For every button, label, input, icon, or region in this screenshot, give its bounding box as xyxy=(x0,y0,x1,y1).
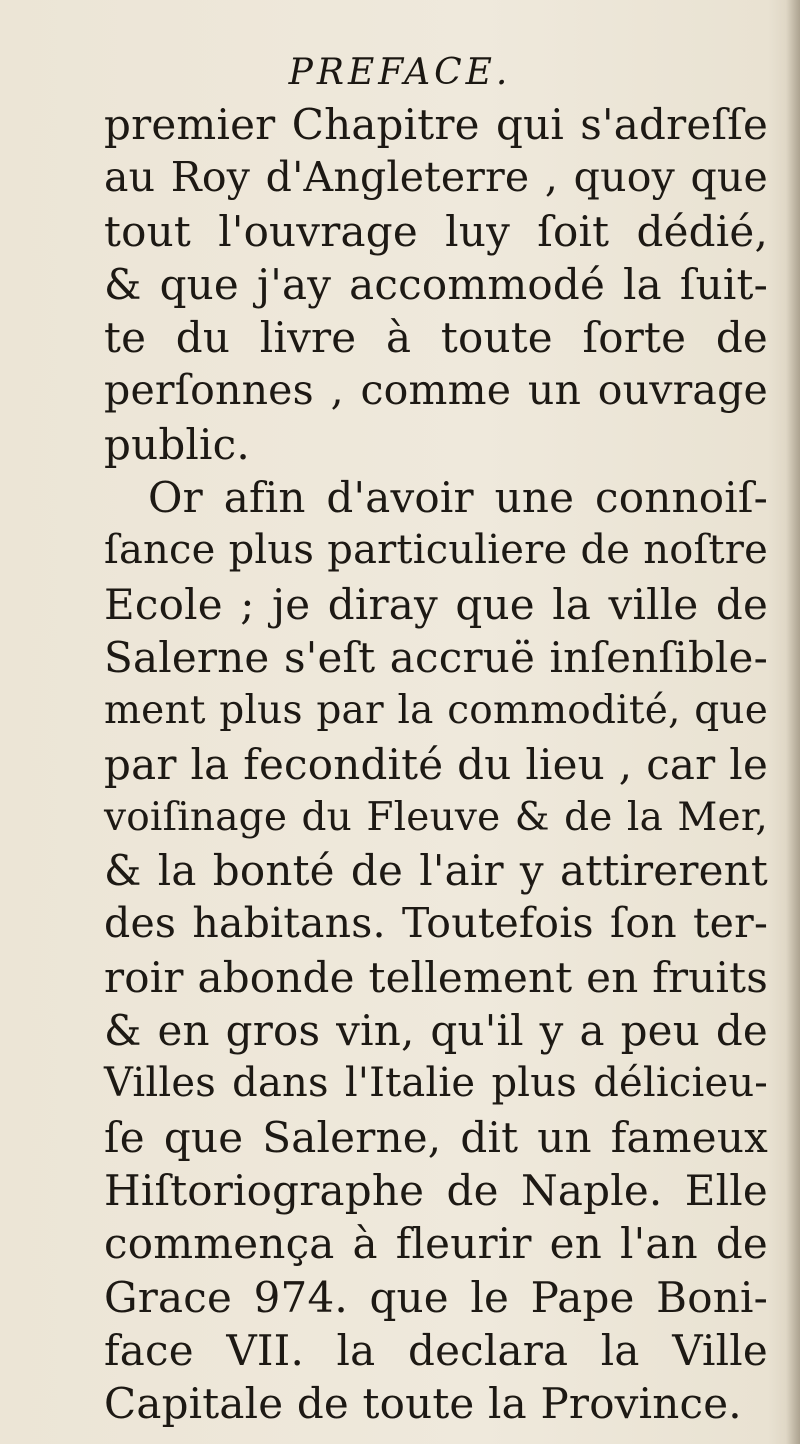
body-text xyxy=(104,98,768,1430)
text-line: ſance plus particuliere de noſtre xyxy=(104,527,768,574)
text-line: voiſinage du Fleuve & de la Mer, xyxy=(104,794,768,840)
text-line: Salerne s'eſt accruë inſenſible- xyxy=(104,632,768,682)
text-line: Or afin d'avoir une connoiſ- xyxy=(148,473,768,523)
running-head: PREFACE. xyxy=(288,52,512,93)
text-line: Grace 974. que le Pape Boni- xyxy=(104,1272,768,1322)
text-line: par la fecondité du lieu , car le xyxy=(104,739,768,789)
text-line: roir abonde tellement en fruits xyxy=(104,952,768,1002)
text-line: Villes dans l'Italie plus délicieu- xyxy=(104,1060,768,1107)
text-line: premier Chapitre qui s'adreſſe xyxy=(104,100,768,149)
text-line: commença à fleurir en l'an de xyxy=(104,1219,768,1269)
text-line: & en gros vin, qu'il y a peu de xyxy=(104,1006,768,1056)
text-line: te du livre à toute ſorte de xyxy=(104,313,768,363)
text-line: public. xyxy=(104,419,250,469)
text-line: Capitale de toute la Province. xyxy=(104,1379,742,1429)
text-line: face VII. la declara la Ville xyxy=(104,1325,768,1375)
text-line: perſonnes , comme un ouvrage xyxy=(104,366,768,415)
text-line: & que j'ay accommodé la ſuit- xyxy=(104,259,768,309)
text-line: ment plus par la commodité, que xyxy=(104,688,768,734)
page-edge-shadow xyxy=(786,0,800,1444)
text-line: ſe que Salerne, dit un fameux xyxy=(104,1112,768,1162)
text-line: Hiſtoriographe de Naple. Elle xyxy=(104,1165,768,1215)
text-line: tout l'ouvrage luy ſoit dédié, xyxy=(104,206,768,256)
text-line: des habitans. Toutefois ſon ter- xyxy=(104,899,768,948)
text-line: Ecole ; je diray que la ville de xyxy=(104,579,768,629)
text-line: & la bonté de l'air y attirerent xyxy=(104,846,768,896)
text-line: au Roy d'Angleterre , quoy que xyxy=(104,153,768,202)
